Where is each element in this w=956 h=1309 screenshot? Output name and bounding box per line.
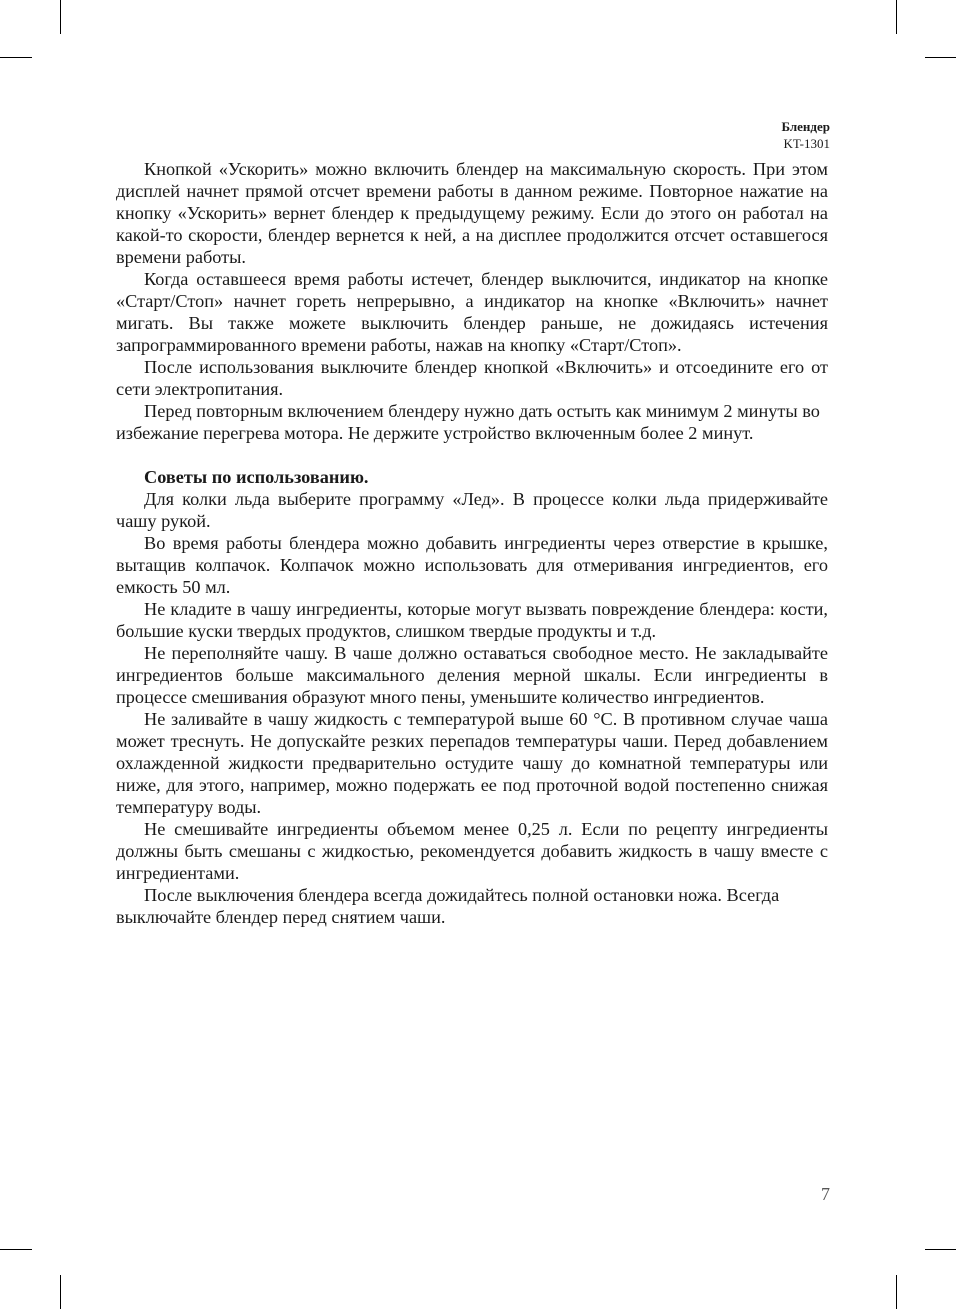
header-model: KT-1301 [783,136,830,151]
tip-paragraph-min-volume: Не смешивайте ингредиенты объемом менее 0,25 л. Если по рецепту ингредиенты должны быть смешаны с жидкостью, рекомендуется добавить жидкость в чашу вместе с ингредиентами. [116,819,828,883]
crop-mark-bottom-right [896,1275,897,1309]
crop-mark-bottom-right-horizontal [925,1249,956,1250]
tips-heading: Советы по использованию. [144,467,369,487]
crop-mark-top-right [896,0,897,34]
page-number: 7 [821,1184,830,1204]
tip-paragraph-hard-items: Не кладите в чашу ингредиенты, которые могут вызвать повреждение блендера: кости, большие куски твердых продуктов, слишком твердые продукты и т.д. [116,599,828,641]
tip-paragraph-overfill: Не переполняйте чашу. В чаше должно оставаться свободное место. Не закладывайте ингредиентов больше максимального деления мерной шкалы. Если ингредиенты в процессе смешивания образуют много пены, уменьшите количество ингредиентов. [116,643,828,707]
paragraph-timer-end: Когда оставшееся время работы истечет, блендер выключится, индикатор на кнопке «Старт/Стоп» начнет гореть непрерывно, а индикатор на кнопке «Включить» начнет мигать. Вы также можете выключить блендер раньше, не дожидаясь истечения запрограммированного времени работы, нажав на кнопку «Старт/Стоп». [116,269,828,355]
tip-paragraph-stop-blade: После выключения блендера всегда дожидайтесь полной остановки ножа. Всегда выключайте блендер перед снятием чаши. [116,885,780,927]
crop-mark-bottom-left-horizontal [0,1249,32,1250]
paragraph-cooldown: Перед повторным включением блендеру нужно дать остыть как минимум 2 минуты во избежание перегрева мотора. Не держите устройство включенным более 2 минут. [116,401,820,443]
running-header [781,118,830,152]
body-text [116,158,828,928]
tip-paragraph-ice: Для колки льда выберите программу «Лед». В процессе колки льда придерживайте чашу рукой. [116,489,828,531]
header-title: Блендер [781,119,830,134]
crop-mark-top-left [60,0,61,34]
crop-mark-bottom-left [60,1275,61,1309]
crop-mark-top-left-horizontal [0,57,32,58]
paragraph-boost: Кнопкой «Ускорить» можно включить блендер на максимальную скорость. При этом дисплей начнет прямой отсчет времени работы в данном режиме. Повторное нажатие на кнопку «Ускорить» вернет блендер к предыдущему режиму. Если до этого он работал на какой-то скорости, блендер вернется к ней, а на дисплее продолжится отсчет оставшегося времени работы. [116,159,828,267]
paragraph-after-use: После использования выключите блендер кнопкой «Включить» и отсоедините его от сети электропитания. [116,357,828,399]
tip-paragraph-lid-cap: Во время работы блендера можно добавить ингредиенты через отверстие в крышке, вытащив колпачок. Колпачок можно использовать для отмеривания ингредиентов, его емкость 50 мл. [116,533,828,597]
crop-mark-top-right-horizontal [925,57,956,58]
tip-paragraph-hot-liquid: Не заливайте в чашу жидкость с температурой выше 60 °С. В противном случае чаша может треснуть. Не допускайте резких перепадов температуры чаши. Перед добавлением охлажденной жидкости предварительно остудите чашу до комнатной температуры или ниже, для этого, например, можно подержать ее под проточной водой постепенно снижая температуру воды. [116,709,828,817]
